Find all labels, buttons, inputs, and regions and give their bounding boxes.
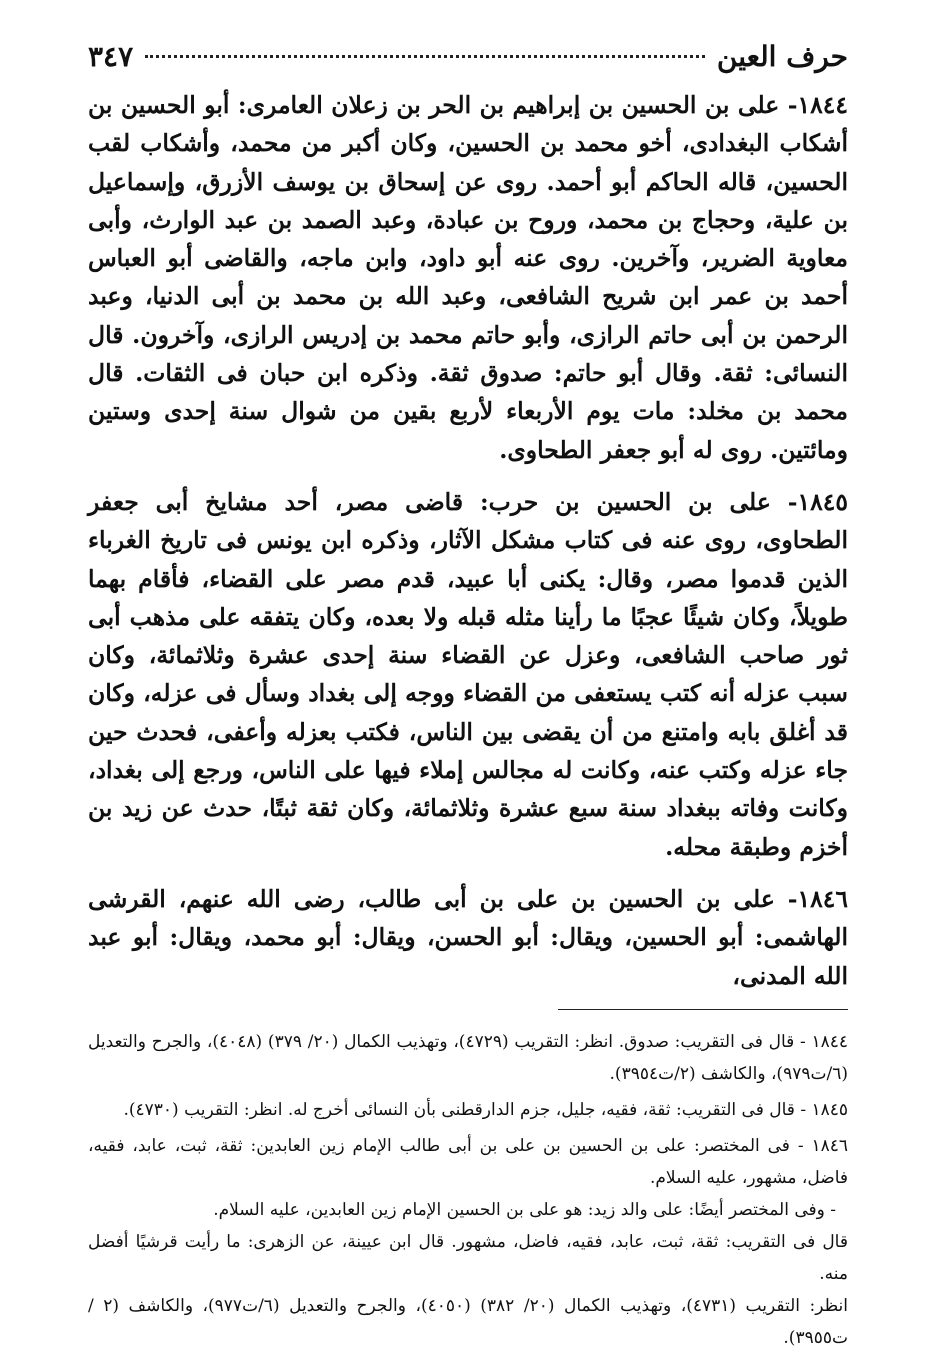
footnote-1846-line-4: انظر: التقريب (٤٧٣١)، وتهذيب الكمال (٢٠/ ٣٨٢) (٤٠٥٠)، والجرح والتعديل (٦/ت٩٧٧)، والكاشف (٢ /ت٣٩٥٥). [88, 1295, 848, 1348]
page-header [88, 40, 848, 86]
entry-1844: ١٨٤٤- على بن الحسين بن إبراهيم بن الحر بن زعلان العامرى: أبو الحسين بن أشكاب البغدادى، أخو محمد بن الحسين، وكان أكبر من محمد، وأشكاب لقب الحسين، قاله الحاكم أبو أحمد. روى عن إسحاق بن يوسف الأزرق، وإسماعيل بن علية، وحجاج بن محمد، وروح بن عبادة، وعبد الصمد بن عبد الوارث، وأبى معاوية الضرير، وآخرين. روى عنه أبو داود، وابن ماجه، والقاضى أبو العباس أحمد بن عمر ابن شريح الشافعى، وعبد الله بن محمد بن أبى الدنيا، وعبد الرحمن بن أبى حاتم الرازى، وأبو حاتم محمد بن إدريس الرازى، وآخرون. قال النسائى: ثقة. وقال أبو حاتم: صدوق ثقة. وذكره ابن حبان فى الثقات. قال محمد بن مخلد: مات يوم الأربعاء لأربع بقين من شوال سنة إحدى وستين ومائتين. روى له أبو جعفر الطحاوى. [88, 91, 848, 464]
footnote-1844: ١٨٤٤ - قال فى التقريب: صدوق. انظر: التقريب (٤٧٢٩)، وتهذيب الكمال (٢٠/ ٣٧٩) (٤٠٤٨)، والجرح والتعديل (٦/ت٩٧٩)، والكاشف (٢/ت٣٩٥٤). [88, 1031, 849, 1084]
footnote-1846 [88, 1130, 848, 1354]
footnote-1846-line-3: قال فى التقريب: ثقة، ثبت، عابد، فقيه، فاضل، مشهور. قال ابن عيينة، عن الزهرى: ما رأيت قرشيًا أفضل منه. [88, 1231, 848, 1284]
footnote-1846-line-1: ١٨٤٦ - فى المختصر: على بن الحسين بن على بن أبى طالب الإمام زين العابدين: ثقة، ثبت، عابد، فقيه، فاضل، مشهور، عليه السلام. [88, 1135, 848, 1188]
page [88, 40, 848, 1358]
page-number: ٣٤٧ [88, 40, 134, 73]
footnote-separator [558, 1009, 848, 1010]
header-dot-leader [145, 55, 705, 58]
footnote-1846-line-2: - وفى المختصر أيضًا: على والد زيد: هو على بن الحسين الإمام زين العابدين، عليه السلام. [213, 1199, 836, 1220]
entry-1846: ١٨٤٦- على بن الحسين بن على بن أبى طالب، رضى الله عنهم، القرشى الهاشمى: أبو الحسين، ويقال: أبو الحسن، ويقال: أبو محمد، ويقال: أبو عبد الله المدنى، [88, 884, 848, 990]
footnote-1845: ١٨٤٥ - قال فى التقريب: ثقة، فقيه، جليل، جزم الدارقطنى بأن النسائى أخرج له. انظر: التقريب (٤٧٣٠). [123, 1099, 848, 1120]
entry-1845: ١٨٤٥- على بن الحسين بن حرب: قاضى مصر، أحد مشايخ أبى جعفر الطحاوى، روى عنه فى كتاب مشكل الآثار، وذكره ابن يونس فى تاريخ الغرباء الذين قدموا مصر، وقال: يكنى أبا عبيد، قدم مصر على القضاء، فأقام بهما طويلاً، وكان شيئًا عجبًا ما رأينا مثله قبله ولا بعده، وكان يتفقه على مذهب أبى ثور صاحب الشافعى، وعزل عن القضاء سنة إحدى عشرة وثلاثمائة، وكان سبب عزله أنه كتب يستعفى من القضاء ووجه إلى بغداد وسأل فى عزله، وكان قد أغلق بابه وامتنع من أن يقضى بين الناس، فكتب بعزله وأعفى، فحدث حين جاء عزله وكتب عنه، وكانت له مجالس إملاء فيها على الناس، ورجع إلى بغداد، وكانت وفاته ببغداد سنة سبع عشرة وثلاثمائة، وكان ثقة ثبتًا، حدث عن زيد بن أخزم وطبقة محله. [88, 487, 848, 861]
footnotes [88, 1026, 848, 1354]
chapter-title: حرف العين [716, 40, 848, 73]
